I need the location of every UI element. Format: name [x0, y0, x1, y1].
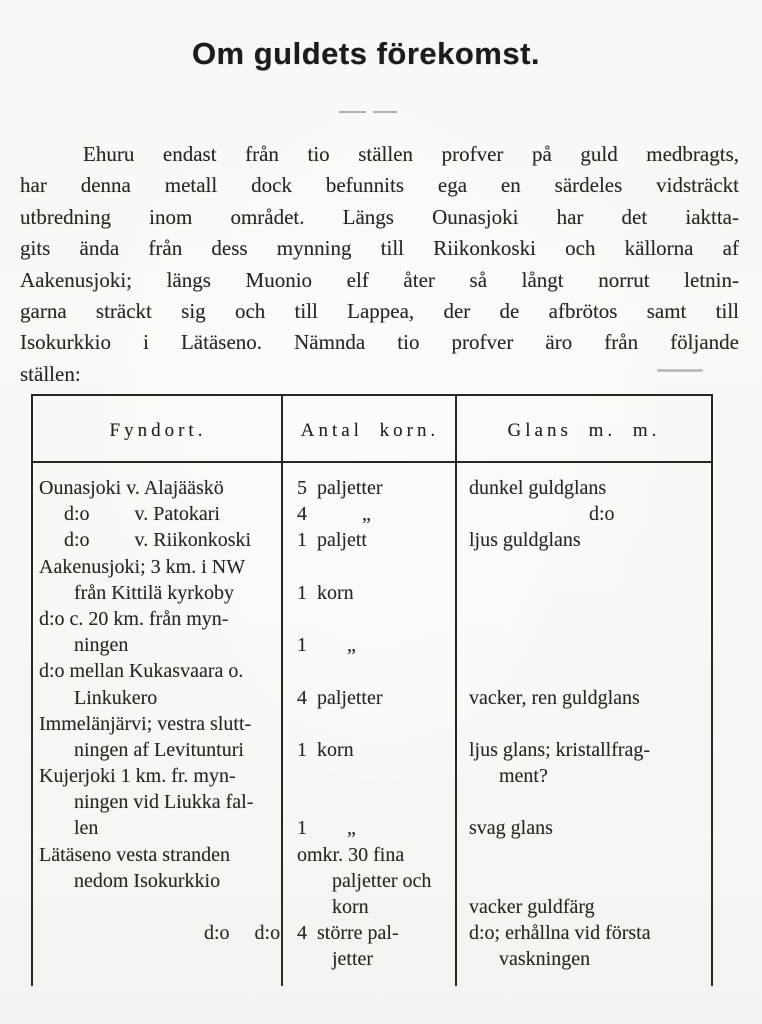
cell-glans: d:o	[469, 503, 615, 526]
cell-glans	[457, 868, 711, 894]
table-row	[33, 894, 711, 920]
table-header-glans: Glans m. m.	[507, 419, 661, 441]
cell-fyndort: Ounasjoki v. Alajääskö	[39, 477, 224, 499]
table-row	[33, 632, 711, 658]
cell-antal: 4 „	[297, 503, 371, 526]
paragraph-line: Ehuru endast från tio ställen profver på guld medbragts,	[83, 142, 739, 166]
section-divider	[339, 110, 403, 113]
cell-antal	[283, 554, 457, 580]
paragraph-line: Isokurkkio i Lätäseno. Nämnda tio profver äro från följande	[20, 330, 739, 355]
cell-antal	[283, 606, 457, 632]
cell-fyndort: len	[39, 817, 99, 840]
table-row	[33, 580, 711, 606]
table-column-divider	[455, 396, 457, 986]
table-row	[33, 658, 711, 684]
cell-antal: 1 paljett	[297, 529, 367, 552]
cell-glans: svag glans	[469, 817, 553, 840]
table-row	[33, 842, 711, 868]
cell-fyndort: Immelänjärvi; vestra slutt-	[39, 712, 252, 735]
cell-antal: paljetter och	[297, 869, 432, 892]
table-header-row	[33, 396, 711, 463]
cell-antal: 1 korn	[297, 738, 354, 761]
cell-fyndort: d:o v. Patokari	[39, 503, 220, 526]
cell-glans	[457, 789, 711, 815]
cell-antal: 4 större pal-	[297, 922, 399, 945]
cell-antal	[283, 763, 457, 789]
cell-glans	[457, 658, 711, 684]
cell-fyndort: nedom Isokurkkio	[39, 869, 221, 892]
cell-fyndort: från Kittilä kyrkoby	[39, 581, 234, 604]
divider-dash	[339, 111, 366, 113]
cell-fyndort: d:o d:o	[39, 922, 281, 945]
cell-glans: d:o; erhållna vid första	[469, 922, 651, 945]
cell-glans: vacker, ren guldglans	[469, 686, 640, 709]
table-row	[33, 789, 711, 815]
cell-fyndort: ningen	[39, 634, 129, 657]
table-row	[33, 815, 711, 841]
table-row	[33, 606, 711, 632]
cell-fyndort: ningen af Levitunturi	[39, 738, 244, 761]
paragraph-line: ställen:	[20, 361, 81, 386]
cell-glans: ljus guldglans	[469, 529, 581, 552]
cell-antal: 1 „	[297, 634, 356, 657]
cell-antal: 5 paljetter	[297, 477, 383, 499]
cell-antal	[283, 711, 457, 737]
cell-glans	[457, 711, 711, 737]
cell-fyndort: ningen vid Liukka fal-	[39, 791, 254, 814]
cell-fyndort: d:o v. Riikonkoski	[39, 529, 252, 552]
intro-paragraph	[20, 139, 739, 390]
table-row	[33, 711, 711, 737]
divider-dash	[373, 111, 397, 113]
table-row	[33, 868, 711, 894]
cell-glans: vaskningen	[469, 948, 591, 971]
cell-antal: 1 „	[297, 817, 356, 840]
cell-fyndort: Linkukero	[39, 686, 158, 709]
cell-antal	[283, 789, 457, 815]
findings-table	[31, 394, 713, 986]
table-row	[33, 554, 711, 580]
table-row	[33, 475, 711, 501]
cell-glans	[457, 580, 711, 606]
cell-fyndort: Kujerjoki 1 km. fr. myn-	[39, 765, 236, 788]
cell-antal: omkr. 30 fina	[297, 843, 405, 866]
table-row	[33, 737, 711, 763]
table-column-divider	[281, 396, 283, 986]
table-row	[33, 920, 711, 946]
scan-artifact-dash	[657, 369, 703, 372]
paragraph-line: garna sträckt sig och till Lappea, der de afbrötos samt till	[20, 299, 739, 324]
cell-fyndort: d:o c. 20 km. från myn-	[39, 607, 229, 630]
table-row	[33, 685, 711, 711]
table-header-antal-korn: Antal korn.	[300, 419, 440, 441]
cell-antal: jetter	[297, 948, 374, 971]
table-body	[33, 463, 711, 973]
cell-antal: 4 paljetter	[297, 686, 383, 709]
cell-glans	[457, 632, 711, 658]
cell-glans: vacker guldfärg	[469, 896, 595, 918]
table-row	[33, 501, 711, 527]
cell-fyndort: Aakenusjoki; 3 km. i NW	[39, 555, 246, 578]
table-row	[33, 946, 711, 972]
cell-antal: 1 korn	[297, 581, 354, 604]
cell-fyndort: d:o mellan Kukasvaara o.	[39, 660, 244, 683]
cell-fyndort	[33, 946, 283, 972]
paragraph-line: gits ända från dess mynning till Riikonkoski och källorna af	[20, 236, 739, 261]
paragraph-line: Aakenusjoki; längs Muonio elf åter så långt norrut letnin-	[20, 267, 739, 292]
cell-glans	[457, 606, 711, 632]
table-row	[33, 763, 711, 789]
cell-antal: korn	[297, 896, 369, 918]
cell-glans	[457, 554, 711, 580]
cell-glans: ljus glans; kristallfrag-	[469, 738, 651, 761]
paragraph-line: utbredning inom området. Längs Ounasjoki har det iaktta-	[20, 204, 739, 229]
cell-fyndort: Lätäseno vesta stranden	[39, 843, 231, 866]
table-header-fyndort: Fyndort.	[109, 419, 207, 441]
cell-antal	[283, 658, 457, 684]
cell-glans	[457, 842, 711, 868]
page-title: Om guldets förekomst.	[191, 36, 541, 71]
paragraph-line: har denna metall dock befunnits ega en särdeles vidsträckt	[20, 173, 739, 198]
cell-glans: ment?	[469, 765, 548, 788]
cell-fyndort	[33, 894, 283, 920]
cell-glans: dunkel guldglans	[469, 477, 607, 499]
table-row	[33, 527, 711, 553]
